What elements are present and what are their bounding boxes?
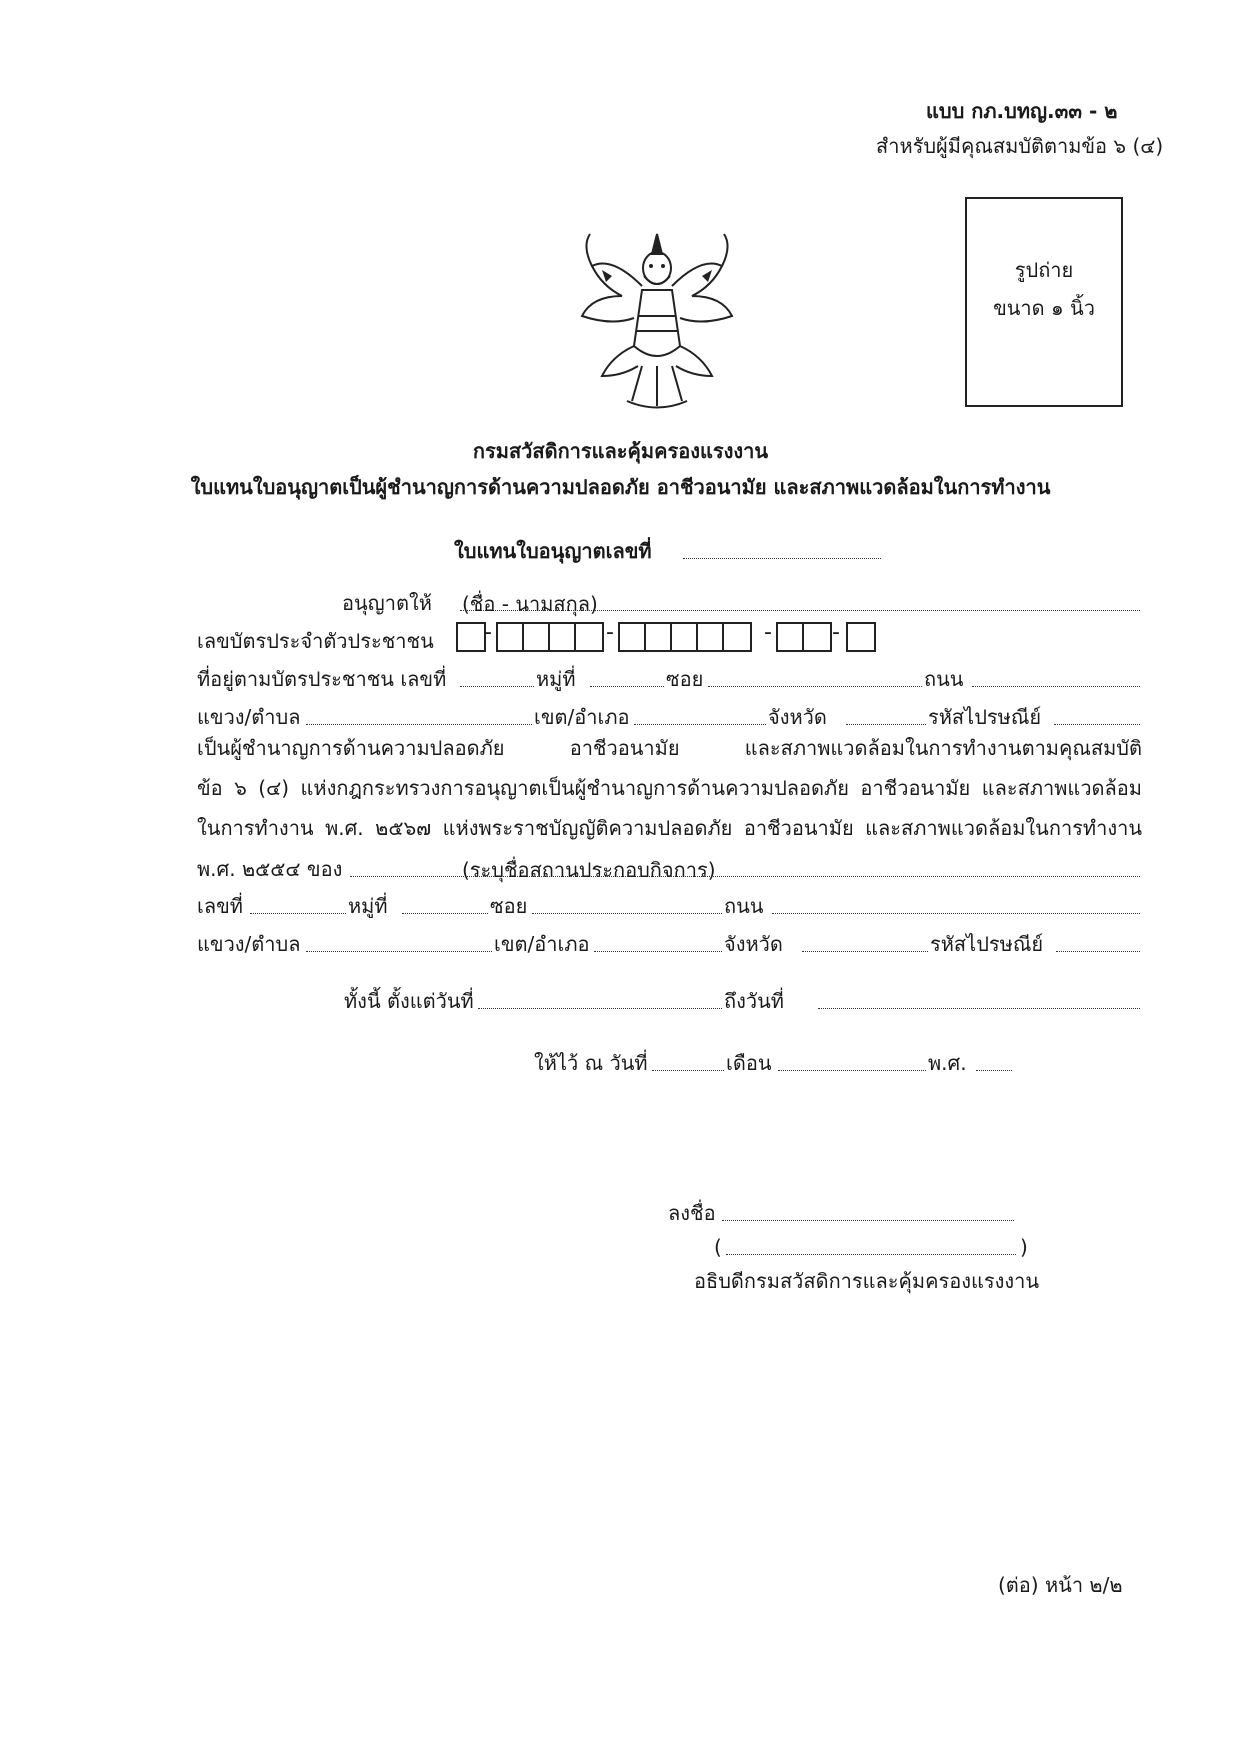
province-field[interactable] (846, 724, 926, 725)
valid-from-label: ทั้งนี้ ตั้งแต่วันที่ (344, 989, 474, 1013)
workplace-district-field[interactable] (594, 951, 722, 952)
id-separator: - (764, 620, 772, 645)
workplace-province-label: จังหวัด (724, 932, 783, 956)
id-digit-group-1[interactable] (456, 622, 486, 652)
district-field[interactable] (634, 724, 766, 725)
issued-month-label: เดือน (726, 1051, 772, 1075)
sign-label: ลงชื่อ (668, 1201, 716, 1225)
name-close-paren: ) (1020, 1235, 1028, 1259)
road-field[interactable] (972, 686, 1140, 687)
district-label: เขต/อำเภอ (534, 705, 630, 729)
id-digit-group-4[interactable] (776, 622, 832, 652)
workplace-province-field[interactable] (802, 951, 928, 952)
act-year-label: พ.ศ. ๒๕๕๔ ของ (197, 857, 343, 881)
road-label: ถนน (924, 667, 964, 691)
department-title: กรมสวัสดิการและคุ้มครองแรงงาน (472, 439, 769, 463)
photo-box-size: ขนาด ๑ นิ้ว (993, 296, 1095, 320)
subdistrict-field[interactable] (306, 724, 532, 725)
workplace-soi-label: ซอย (490, 894, 528, 918)
id-digit-group-2[interactable] (496, 622, 604, 652)
body-line-1: เป็นผู้ชำนาญการด้านความปลอดภัย อาชีวอนามัย และสภาพแวดล้อมในการทำงานตามคุณสมบัติ (197, 736, 1142, 760)
moo-label: หมู่ที่ (536, 667, 576, 691)
licensee-label: อนุญาตให้ (342, 591, 432, 615)
signature-field[interactable] (722, 1220, 1014, 1221)
issued-year-field[interactable] (976, 1070, 1012, 1071)
issued-year-label: พ.ศ. (928, 1051, 967, 1075)
signer-name-field[interactable] (726, 1254, 1016, 1255)
garuda-emblem-icon (572, 226, 742, 414)
workplace-hint: (ระบุชื่อสถานประกอบกิจการ) (462, 858, 716, 882)
province-label: จังหวัด (768, 705, 827, 729)
postcode-label: รหัสไปรษณีย์ (928, 705, 1042, 729)
workplace-district-label: เขต/อำเภอ (494, 932, 590, 956)
address-label: ที่อยู่ตามบัตรประชาชน เลขที่ (197, 667, 447, 691)
house-number-field[interactable] (460, 686, 534, 687)
valid-from-field[interactable] (478, 1008, 722, 1009)
id-digit-group-5[interactable] (846, 622, 876, 652)
body-line-3: ในการทำงาน พ.ศ. ๒๕๖๗ แห่งพระราชบัญญัติความปลอดภัย อาชีวอนามัย และสภาพแวดล้อมในการทำงาน (197, 816, 1142, 840)
workplace-moo-label: หมู่ที่ (348, 894, 388, 918)
license-number-field[interactable] (683, 558, 881, 559)
id-digit-group-3[interactable] (618, 622, 752, 652)
document-title: ใบแทนใบอนุญาตเป็นผู้ชำนาญการด้านความปลอดภัย อาชีวอนามัย และสภาพแวดล้อมในการทำงาน (190, 475, 1051, 499)
licensee-hint: (ชื่อ - นามสกุล) (462, 592, 598, 616)
valid-to-label: ถึงวันที่ (724, 989, 784, 1013)
national-id-label: เลขบัตรประจำตัวประชาชน (197, 629, 434, 653)
issued-month-field[interactable] (778, 1070, 926, 1071)
workplace-soi-field[interactable] (532, 913, 722, 914)
workplace-number-field[interactable] (250, 913, 346, 914)
photo-box (965, 197, 1123, 407)
photo-box-label: รูปถ่าย (1014, 258, 1074, 282)
soi-field[interactable] (708, 686, 922, 687)
issued-day-label: ให้ไว้ ณ วันที่ (534, 1051, 648, 1075)
license-number-label: ใบแทนใบอนุญาตเลขที่ (454, 539, 652, 563)
workplace-postcode-label: รหัสไปรษณีย์ (930, 932, 1044, 956)
issued-day-field[interactable] (652, 1070, 724, 1071)
signer-title: อธิบดีกรมสวัสดิการและคุ้มครองแรงงาน (694, 1269, 1040, 1293)
workplace-number-label: เลขที่ (197, 894, 243, 918)
subdistrict-label: แขวง/ตำบล (197, 705, 301, 729)
workplace-road-label: ถนน (724, 894, 764, 918)
id-separator: - (832, 620, 840, 645)
name-open-paren: ( (714, 1235, 722, 1259)
id-separator: - (606, 620, 614, 645)
body-line-2: ข้อ ๖ (๔) แห่งกฎกระทรวงการอนุญาตเป็นผู้ชำนาญการด้านความปลอดภัย อาชีวอนามัย และสภาพแวดล้อม (197, 776, 1142, 800)
workplace-subdistrict-field[interactable] (306, 951, 492, 952)
workplace-road-field[interactable] (772, 913, 1140, 914)
workplace-postcode-field[interactable] (1056, 951, 1140, 952)
workplace-subdistrict-label: แขวง/ตำบล (197, 932, 301, 956)
postcode-field[interactable] (1054, 724, 1140, 725)
continued-note: (ต่อ) หน้า ๒/๒ (998, 1573, 1123, 1597)
moo-field[interactable] (590, 686, 664, 687)
form-code: แบบ กภ.บทญ.๓๓ - ๒ (926, 99, 1118, 123)
workplace-moo-field[interactable] (402, 913, 488, 914)
qualification-note: สำหรับผู้มีคุณสมบัติตามข้อ ๖ (๔) (876, 134, 1164, 158)
valid-to-field[interactable] (818, 1008, 1140, 1009)
soi-label: ซอย (666, 667, 704, 691)
id-separator: - (484, 620, 492, 645)
